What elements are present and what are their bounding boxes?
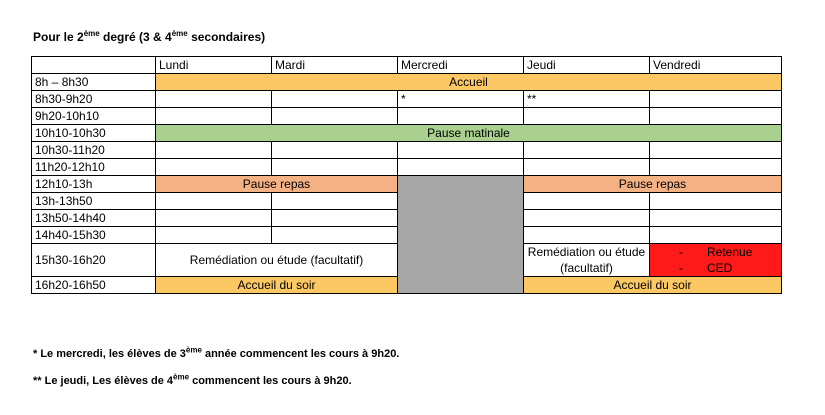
time-cell: 14h40-15h30 bbox=[32, 227, 156, 244]
ced-line: - CED bbox=[679, 261, 733, 275]
empty-cell bbox=[650, 108, 782, 125]
pause-repas-cell: Pause repas bbox=[156, 176, 398, 193]
time-cell: 8h – 8h30 bbox=[32, 74, 156, 91]
table-row bbox=[32, 142, 782, 159]
empty-cell bbox=[272, 193, 398, 210]
empty-cell bbox=[272, 108, 398, 125]
empty-cell bbox=[272, 91, 398, 108]
accueil-soir-cell: Accueil du soir bbox=[156, 277, 398, 294]
retenue-ced-cell bbox=[650, 244, 782, 277]
empty-cell bbox=[524, 108, 650, 125]
footnote-mercredi: * Le mercredi, les élèves de 3ème année commencent les cours à 9h20. bbox=[33, 345, 400, 360]
empty-cell bbox=[156, 108, 272, 125]
time-cell: 13h50-14h40 bbox=[32, 210, 156, 227]
footnote-jeudi: ** Le jeudi, Les élèves de 4ème commencent les cours à 9h20. bbox=[33, 372, 352, 387]
accueil-soir-cell: Accueil du soir bbox=[524, 277, 782, 294]
empty-cell bbox=[398, 159, 524, 176]
remediation-cell: Remédiation ou étude (facultatif) bbox=[156, 244, 398, 277]
empty-cell bbox=[650, 142, 782, 159]
empty-cell bbox=[156, 227, 272, 244]
empty-cell bbox=[272, 142, 398, 159]
empty-cell bbox=[156, 210, 272, 227]
accueil-cell: Accueil bbox=[156, 74, 782, 91]
day-header-lundi: Lundi bbox=[156, 57, 272, 74]
empty-cell bbox=[650, 91, 782, 108]
remediation-cell: Remédiation ou étude (facultatif) bbox=[524, 244, 650, 277]
mercredi-note-mark: * bbox=[398, 91, 524, 108]
day-header-mardi: Mardi bbox=[272, 57, 398, 74]
time-cell: 9h20-10h10 bbox=[32, 108, 156, 125]
time-cell: 13h-13h50 bbox=[32, 193, 156, 210]
time-cell: 10h10-10h30 bbox=[32, 125, 156, 142]
page-title: Pour le 2ème degré (3 & 4ème secondaires) bbox=[33, 29, 266, 44]
empty-cell bbox=[156, 142, 272, 159]
empty-cell bbox=[524, 193, 650, 210]
table-row bbox=[32, 159, 782, 176]
empty-cell bbox=[272, 210, 398, 227]
day-header-vendredi: Vendredi bbox=[650, 57, 782, 74]
schedule-table bbox=[31, 56, 782, 294]
empty-cell bbox=[650, 210, 782, 227]
empty-cell bbox=[272, 159, 398, 176]
mercredi-afternoon-blocked bbox=[398, 176, 524, 294]
empty-cell bbox=[156, 159, 272, 176]
empty-cell bbox=[524, 159, 650, 176]
jeudi-note-mark: ** bbox=[524, 91, 650, 108]
empty-cell bbox=[398, 108, 524, 125]
retenue-line: - Retenue bbox=[679, 245, 753, 259]
pause-matinale-cell: Pause matinale bbox=[156, 125, 782, 142]
time-cell: 8h30-9h20 bbox=[32, 91, 156, 108]
time-cell: 11h20-12h10 bbox=[32, 159, 156, 176]
corner-cell bbox=[32, 57, 156, 74]
pause-repas-cell: Pause repas bbox=[524, 176, 782, 193]
empty-cell bbox=[272, 227, 398, 244]
table-row bbox=[32, 125, 782, 142]
table-row bbox=[32, 176, 782, 193]
time-cell: 16h20-16h50 bbox=[32, 277, 156, 294]
empty-cell bbox=[524, 210, 650, 227]
table-row bbox=[32, 74, 782, 91]
empty-cell bbox=[650, 227, 782, 244]
empty-cell bbox=[524, 142, 650, 159]
table-row bbox=[32, 91, 782, 108]
header-row bbox=[32, 57, 782, 74]
time-cell: 12h10-13h bbox=[32, 176, 156, 193]
day-header-jeudi: Jeudi bbox=[524, 57, 650, 74]
table-row bbox=[32, 108, 782, 125]
day-header-mercredi: Mercredi bbox=[398, 57, 524, 74]
empty-cell bbox=[156, 91, 272, 108]
empty-cell bbox=[650, 193, 782, 210]
time-cell: 10h30-11h20 bbox=[32, 142, 156, 159]
empty-cell bbox=[398, 142, 524, 159]
empty-cell bbox=[650, 159, 782, 176]
time-cell: 15h30-16h20 bbox=[32, 244, 156, 277]
empty-cell bbox=[524, 227, 650, 244]
empty-cell bbox=[156, 193, 272, 210]
